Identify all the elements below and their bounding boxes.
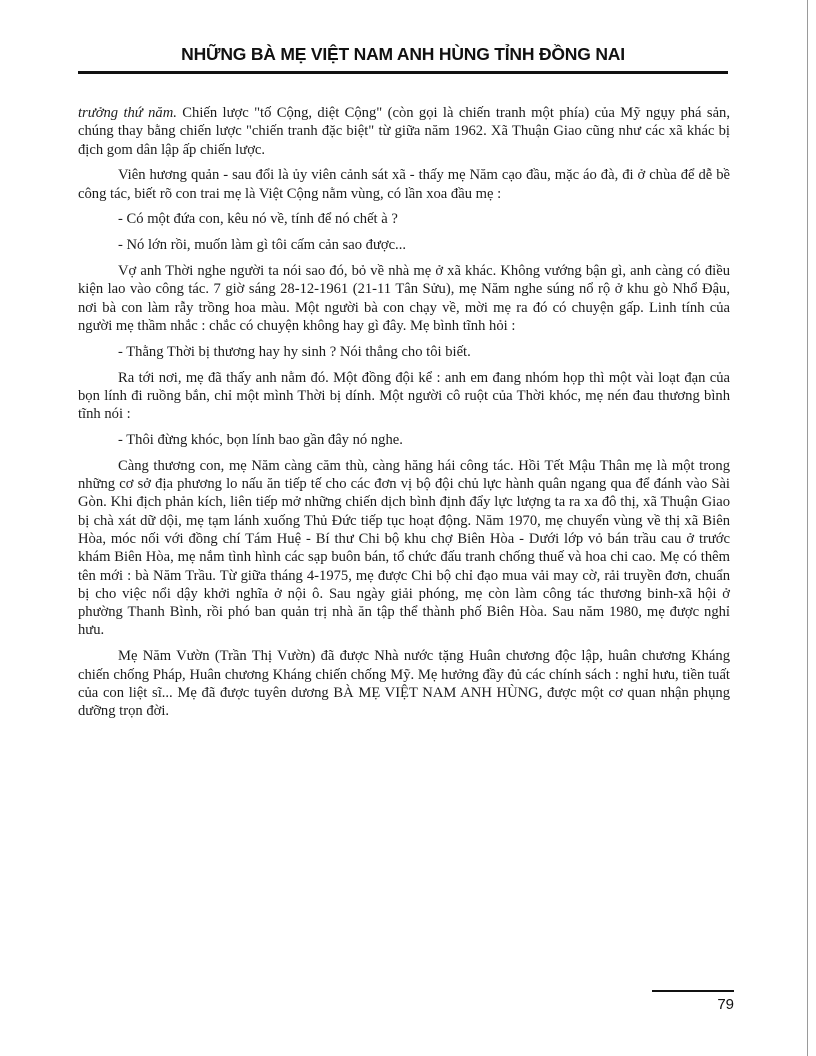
paragraph-3: Vợ anh Thời nghe người ta nói sao đó, bỏ về nhà mẹ ở xã khác. Không vướng bận gì, anh càng có điều kiện lao vào công tác. 7 giờ sáng 28-12-1961 (21-11 Tân Sửu), mẹ Năm nghe súng nổ rộ ở khu gò Nhổ Đậu, nơi bà con làm rẫy trồng hoa màu. Một người bà con chạy về, mời mẹ ra đó có chuyện gấp. Linh tính của người mẹ thầm nhắc : chắc có chuyện không hay gì đây. Mẹ bình tĩnh hỏi :: [78, 263, 730, 334]
dialogue-line-2: - Nó lớn rồi, muốn làm gì tôi cấm cản sao được...: [118, 237, 406, 254]
dialogue-line-1: - Có một đứa con, kêu nó về, tính để nó chết à ?: [118, 211, 398, 228]
running-header: [78, 44, 728, 74]
header-rule: [78, 71, 728, 74]
page-body: [78, 104, 730, 728]
paragraph-1: [78, 104, 730, 159]
paragraph-2: Viên hương quản - sau đổi là ủy viên cảnh sát xã - thấy mẹ Năm cạo đầu, mặc áo đà, đi ở chùa để dễ bề công tác, biết rõ con trai mẹ là Việt Cộng nằm vùng, có lần xoa đầu mẹ :: [78, 167, 730, 202]
dialogue-line-4: - Thôi đừng khóc, bọn lính bao gần đây nó nghe.: [118, 431, 403, 448]
italic-lead: trưởng thứ năm.: [78, 105, 177, 121]
dialogue-line-3: - Thằng Thời bị thương hay hy sinh ? Nói thẳng cho tôi biết.: [118, 343, 471, 360]
page-edge-line: [807, 0, 808, 1056]
paragraph-4: Ra tới nơi, mẹ đã thấy anh nằm đó. Một đồng đội kể : anh em đang nhóm họp thì một vài loạt đạn của bọn lính đi ruồng bắn, chỉ một mình Thời bị dính. Một người cô ruột của Thời khóc, mẹ nén đau thương bình tĩnh nói :: [78, 369, 730, 423]
book-title: NHỮNG BÀ MẸ VIỆT NAM ANH HÙNG TỈNH ĐỒNG NAI: [181, 44, 625, 64]
paragraph-5: Càng thương con, mẹ Năm càng căm thù, càng hăng hái công tác. Hồi Tết Mậu Thân mẹ là một trong những cơ sở địa phương lo nấu ăn tiếp tế cho các đơn vị bộ đội chủ lực hành quân ngang qua để đánh vào Sài Gòn. Khi địch phản kích, liên tiếp mở những chiến dịch bình định đẩy lực lượng ta ra xa đô thị, xã Thuận Giao bị chà xát dữ dội, mẹ tạm lánh xuống Thủ Đức tiếp tục hoạt động. Năm 1970, mẹ chuyển vùng về thị xã Biên Hòa, móc nối với đồng chí Tám Huệ - Bí thư Chi bộ khu chợ Biên Hòa - Dưới lớp vỏ bán trầu cau ở trước khám Biên Hòa, mẹ nắm tình hình các sạp buôn bán, tổ chức đấu tranh chống thuế và hoa chi cao. Mẹ có thêm tên mới : bà Năm Trầu. Từ giữa tháng 4-1975, mẹ được Chi bộ chỉ đạo mua vải may cờ, rải truyền đơn, chuẩn bị cho việc nổi dậy khởi nghĩa ở nội ô. Sau ngày giải phóng, mẹ còn làm công tác thương binh-xã hội ở phường Thanh Bình, rồi phó ban quản trị nhà ăn tập thể thành phố Biên Hòa. Sau năm 1980, mẹ được nghỉ hưu.: [78, 457, 730, 639]
footer-rule: [652, 990, 734, 992]
paragraph-6: Mẹ Năm Vườn (Trần Thị Vườn) đã được Nhà nước tặng Huân chương độc lập, huân chương Kháng chiến chống Pháp, Huân chương Kháng chiến chống Mỹ. Mẹ hưởng đầy đủ các chính sách : nghỉ hưu, tiền tuất của con liệt sĩ... Mẹ đã được tuyên dương BÀ MẸ VIỆT NAM ANH HÙNG, được một cơ quan nhận phụng dưỡng trọn đời.: [78, 648, 730, 720]
paragraph-1-text: Chiến lược "tố Cộng, diệt Cộng" (còn gọi là chiến tranh một phía) của Mỹ ngụy phá sản, chúng thay bằng chiến lược "chiến tranh đặc biệt" từ giữa năm 1962. Xã Thuận Giao cũng như các xã khác bị địch gom dân lập ấp chiến lược.: [78, 105, 730, 158]
page-number: 79: [717, 996, 734, 1013]
